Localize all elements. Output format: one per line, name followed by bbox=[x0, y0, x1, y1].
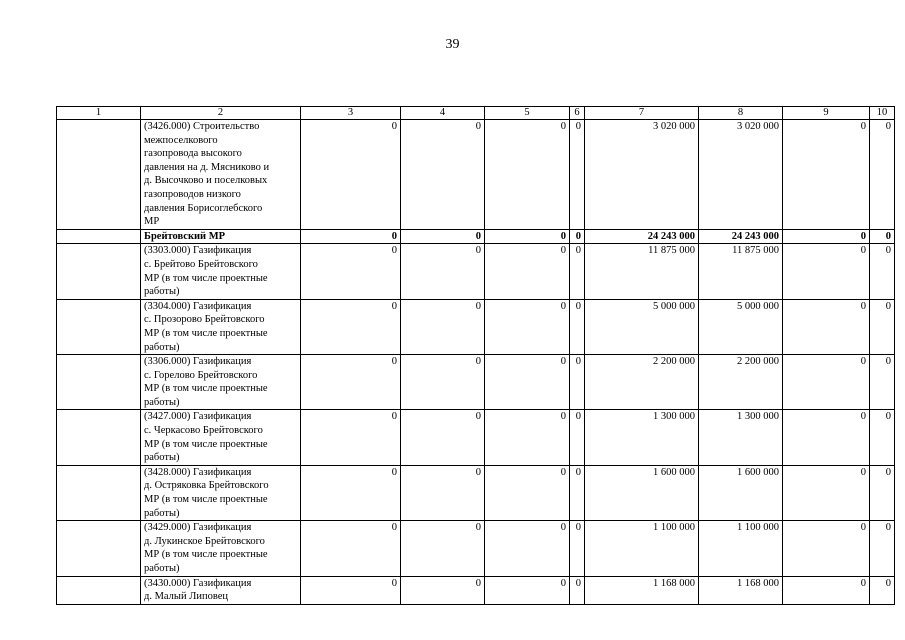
value-cell: 0 bbox=[401, 120, 485, 230]
item-name-cell bbox=[141, 299, 301, 354]
value-cell: 3 020 000 bbox=[699, 120, 783, 230]
item-name-line: давления на д. Мясниково и bbox=[144, 161, 270, 173]
row-index-cell bbox=[57, 229, 141, 244]
item-name-line: МР (в том числе проектные bbox=[144, 327, 268, 339]
value-cell: 0 bbox=[570, 521, 585, 576]
value-cell: 0 bbox=[485, 355, 570, 410]
item-name-cell bbox=[141, 465, 301, 520]
value-cell: 0 bbox=[783, 465, 870, 520]
item-name-line: (3306.000) Газификация bbox=[144, 356, 252, 368]
value-cell: 0 bbox=[485, 299, 570, 354]
value-cell: 0 bbox=[485, 521, 570, 576]
value-cell: 0 bbox=[485, 410, 570, 465]
item-name-line: газопроводов низкого bbox=[144, 188, 241, 200]
item-name-line: работы) bbox=[144, 452, 180, 464]
column-number-cell: 6 bbox=[570, 107, 585, 120]
value-cell: 0 bbox=[870, 576, 895, 604]
item-name-line: газопровода высокого bbox=[144, 148, 242, 160]
value-cell: 0 bbox=[301, 465, 401, 520]
value-cell: 1 100 000 bbox=[699, 521, 783, 576]
item-name-line: (3429.000) Газификация bbox=[144, 522, 252, 534]
value-cell: 0 bbox=[783, 120, 870, 230]
value-cell: 0 bbox=[401, 299, 485, 354]
item-name-line: работы) bbox=[144, 341, 180, 353]
item-name-line: с. Горелово Брейтовского bbox=[144, 369, 258, 381]
value-cell: 0 bbox=[401, 521, 485, 576]
value-cell: 11 875 000 bbox=[585, 244, 699, 299]
table-body bbox=[57, 107, 895, 605]
value-cell: 24 243 000 bbox=[699, 229, 783, 244]
value-cell: 0 bbox=[301, 120, 401, 230]
value-cell: 0 bbox=[870, 229, 895, 244]
value-cell: 0 bbox=[401, 410, 485, 465]
value-cell: 0 bbox=[570, 576, 585, 604]
item-name-line: давления Борисоглебского bbox=[144, 202, 263, 214]
column-number-cell: 2 bbox=[141, 107, 301, 120]
value-cell: 0 bbox=[570, 299, 585, 354]
page-number: 39 bbox=[445, 37, 460, 52]
item-name-line: (3303.000) Газификация bbox=[144, 245, 252, 257]
value-cell: 0 bbox=[401, 465, 485, 520]
item-name-line: МР (в том числе проектные bbox=[144, 272, 268, 284]
value-cell: 0 bbox=[570, 410, 585, 465]
value-cell: 0 bbox=[870, 410, 895, 465]
value-cell: 2 200 000 bbox=[699, 355, 783, 410]
value-cell: 0 bbox=[870, 465, 895, 520]
value-cell: 0 bbox=[783, 521, 870, 576]
item-name-cell bbox=[141, 244, 301, 299]
column-number-cell: 9 bbox=[783, 107, 870, 120]
item-name-line: с. Прозорово Брейтовского bbox=[144, 314, 265, 326]
value-cell: 0 bbox=[301, 576, 401, 604]
item-name-line: МР (в том числе проектные bbox=[144, 494, 268, 506]
value-cell: 0 bbox=[485, 229, 570, 244]
value-cell: 0 bbox=[485, 120, 570, 230]
value-cell: 1 100 000 bbox=[585, 521, 699, 576]
column-number-cell: 8 bbox=[699, 107, 783, 120]
item-name-line: (3430.000) Газификация bbox=[144, 577, 252, 589]
row-index-cell bbox=[57, 120, 141, 230]
column-number-cell: 7 bbox=[585, 107, 699, 120]
table-row bbox=[57, 576, 895, 604]
value-cell: 0 bbox=[870, 521, 895, 576]
value-cell: 11 875 000 bbox=[699, 244, 783, 299]
item-name-cell bbox=[141, 229, 301, 244]
row-index-cell bbox=[57, 299, 141, 354]
item-name-cell bbox=[141, 521, 301, 576]
item-name-line: (3304.000) Газификация bbox=[144, 300, 252, 312]
row-index-cell bbox=[57, 355, 141, 410]
item-name-line: (3427.000) Газификация bbox=[144, 411, 252, 423]
value-cell: 0 bbox=[401, 355, 485, 410]
value-cell: 0 bbox=[570, 120, 585, 230]
value-cell: 0 bbox=[570, 229, 585, 244]
value-cell: 0 bbox=[870, 355, 895, 410]
value-cell: 1 600 000 bbox=[585, 465, 699, 520]
value-cell: 0 bbox=[301, 355, 401, 410]
item-name-cell bbox=[141, 576, 301, 604]
table-row bbox=[57, 120, 895, 230]
column-number-cell: 5 bbox=[485, 107, 570, 120]
value-cell: 1 300 000 bbox=[699, 410, 783, 465]
value-cell: 0 bbox=[783, 410, 870, 465]
item-name-line: с. Черкасово Брейтовского bbox=[144, 425, 263, 437]
table-row bbox=[57, 465, 895, 520]
value-cell: 5 000 000 bbox=[699, 299, 783, 354]
value-cell: 0 bbox=[485, 244, 570, 299]
row-index-cell bbox=[57, 465, 141, 520]
row-index-cell bbox=[57, 576, 141, 604]
row-index-cell bbox=[57, 410, 141, 465]
value-cell: 0 bbox=[570, 244, 585, 299]
item-name-line: МР (в том числе проектные bbox=[144, 549, 268, 561]
value-cell: 0 bbox=[570, 355, 585, 410]
value-cell: 0 bbox=[301, 410, 401, 465]
table-row-total bbox=[57, 229, 895, 244]
column-number-cell: 1 bbox=[57, 107, 141, 120]
value-cell: 3 020 000 bbox=[585, 120, 699, 230]
value-cell: 0 bbox=[301, 229, 401, 244]
value-cell: 1 168 000 bbox=[585, 576, 699, 604]
value-cell: 0 bbox=[870, 299, 895, 354]
item-name-line: д. Лукинское Брейтовского bbox=[144, 535, 265, 547]
value-cell: 0 bbox=[485, 465, 570, 520]
value-cell: 2 200 000 bbox=[585, 355, 699, 410]
item-name-line: (3426.000) Строительство bbox=[144, 121, 260, 132]
item-name-line: работы) bbox=[144, 507, 180, 519]
value-cell: 0 bbox=[783, 355, 870, 410]
item-name-line: Брейтовский МР bbox=[144, 230, 226, 242]
table-row bbox=[57, 299, 895, 354]
row-index-cell bbox=[57, 521, 141, 576]
item-name-line: д. Высочково и поселковых bbox=[144, 175, 268, 187]
item-name-line: д. Малый Липовец bbox=[144, 591, 229, 603]
value-cell: 0 bbox=[783, 576, 870, 604]
item-name-line: МР (в том числе проектные bbox=[144, 383, 268, 395]
value-cell: 24 243 000 bbox=[585, 229, 699, 244]
value-cell: 0 bbox=[570, 465, 585, 520]
value-cell: 0 bbox=[783, 244, 870, 299]
table-row bbox=[57, 410, 895, 465]
value-cell: 0 bbox=[301, 521, 401, 576]
item-name-line: МР (в том числе проектные bbox=[144, 438, 268, 450]
value-cell: 0 bbox=[783, 229, 870, 244]
value-cell: 5 000 000 bbox=[585, 299, 699, 354]
row-index-cell bbox=[57, 244, 141, 299]
item-name-line: межпоселкового bbox=[144, 134, 218, 146]
item-name-cell bbox=[141, 355, 301, 410]
column-number-row bbox=[57, 107, 895, 120]
value-cell: 0 bbox=[870, 244, 895, 299]
item-name-line: работы) bbox=[144, 396, 180, 408]
item-name-line: с. Брейтово Брейтовского bbox=[144, 258, 258, 270]
value-cell: 0 bbox=[401, 576, 485, 604]
item-name-line: работы) bbox=[144, 286, 180, 298]
item-name-line: (3428.000) Газификация bbox=[144, 466, 252, 478]
value-cell: 0 bbox=[301, 299, 401, 354]
column-number-cell: 4 bbox=[401, 107, 485, 120]
item-name-cell bbox=[141, 410, 301, 465]
table-row bbox=[57, 244, 895, 299]
table-row bbox=[57, 521, 895, 576]
table-row bbox=[57, 355, 895, 410]
value-cell: 1 300 000 bbox=[585, 410, 699, 465]
value-cell: 0 bbox=[401, 244, 485, 299]
column-number-cell: 3 bbox=[301, 107, 401, 120]
value-cell: 0 bbox=[783, 299, 870, 354]
item-name-cell bbox=[141, 120, 301, 230]
value-cell: 0 bbox=[485, 576, 570, 604]
value-cell: 1 168 000 bbox=[699, 576, 783, 604]
column-number-cell: 10 bbox=[870, 107, 895, 120]
item-name-line: МР bbox=[144, 216, 160, 228]
value-cell: 0 bbox=[401, 229, 485, 244]
value-cell: 1 600 000 bbox=[699, 465, 783, 520]
value-cell: 0 bbox=[870, 120, 895, 230]
item-name-line: д. Остряковка Брейтовского bbox=[144, 480, 269, 492]
value-cell: 0 bbox=[301, 244, 401, 299]
budget-table bbox=[56, 106, 895, 605]
item-name-line: работы) bbox=[144, 563, 180, 574]
